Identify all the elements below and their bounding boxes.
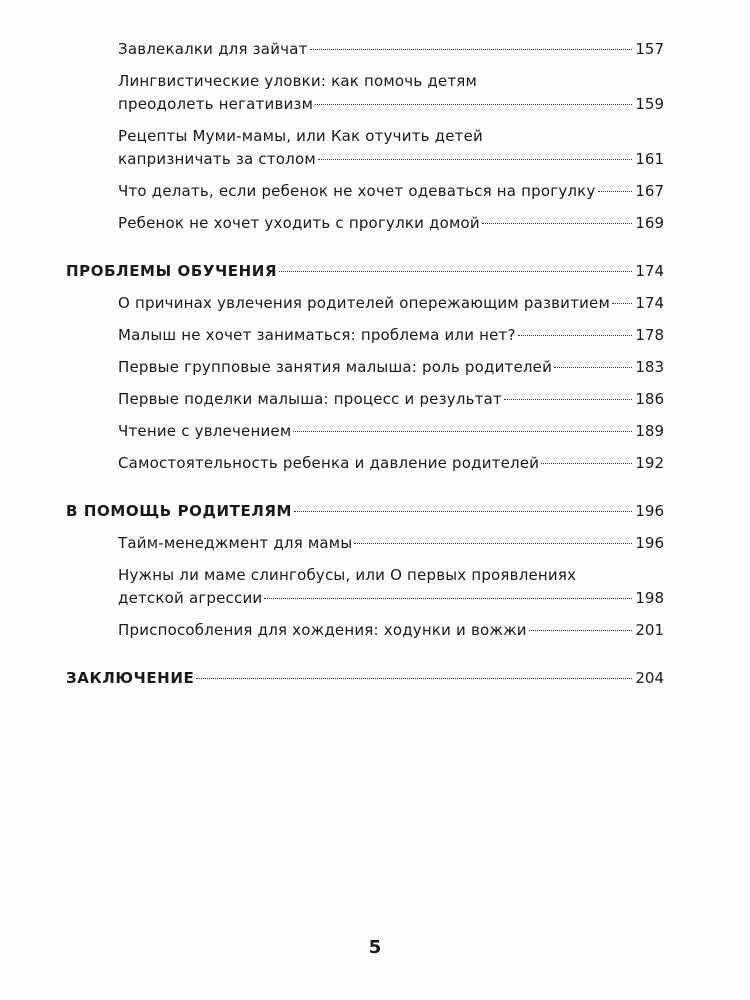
dot-leader bbox=[264, 598, 632, 599]
toc-entry-page: 198 bbox=[635, 589, 664, 607]
toc-entry-title-line-2: детской агрессии bbox=[118, 589, 263, 607]
toc-entry-title-line-2: преодолеть негативизм bbox=[118, 95, 314, 113]
dot-leader bbox=[196, 678, 632, 679]
section-page: 204 bbox=[635, 669, 664, 687]
section-page: 196 bbox=[635, 502, 664, 520]
toc-entry bbox=[118, 388, 664, 411]
toc-entry bbox=[118, 38, 664, 61]
toc-entry-title: Первые групповые занятия малыша: роль родителей bbox=[118, 358, 553, 376]
toc-entry-title: Малыш не хочет заниматься: проблема или нет? bbox=[118, 326, 516, 344]
dot-leader bbox=[541, 463, 632, 464]
table-of-contents bbox=[66, 38, 664, 690]
toc-entry bbox=[118, 532, 664, 555]
toc-section-heading bbox=[66, 500, 664, 523]
toc-entry bbox=[118, 452, 664, 475]
section-title: ЗАКЛЮЧЕНИЕ bbox=[66, 669, 195, 687]
toc-entry-title: Тайм-менеджмент для мамы bbox=[118, 534, 353, 552]
toc-entry bbox=[118, 125, 664, 171]
toc-section-heading bbox=[66, 260, 664, 283]
toc-entry-page: 157 bbox=[635, 40, 664, 58]
toc-entry-title-line-1: Рецепты Муми-мамы, или Как отучить детей bbox=[118, 127, 483, 145]
toc-entry-page: 167 bbox=[635, 182, 664, 200]
toc-entry-page: 189 bbox=[635, 422, 664, 440]
dot-leader bbox=[612, 303, 632, 304]
toc-entry-page: 196 bbox=[635, 534, 664, 552]
toc-entry-title: Самостоятельность ребенка и давление родителей bbox=[118, 454, 540, 472]
toc-entry-page: 159 bbox=[635, 95, 664, 113]
toc-entry-title: Чтение с увлечением bbox=[118, 422, 292, 440]
dot-leader bbox=[554, 367, 632, 368]
section-title: ПРОБЛЕМЫ ОБУЧЕНИЯ bbox=[66, 262, 278, 280]
toc-section-heading bbox=[66, 667, 664, 690]
toc-entry-page: 178 bbox=[635, 326, 664, 344]
toc-entry-page: 186 bbox=[635, 390, 664, 408]
toc-entry bbox=[118, 212, 664, 235]
toc-entry-title-line-2: капризничать за столом bbox=[118, 150, 316, 168]
toc-entry-title: О причинах увлечения родителей опережающим развитием bbox=[118, 294, 610, 312]
dot-leader bbox=[294, 511, 632, 512]
section-title: В ПОМОЩЬ РОДИТЕЛЯМ bbox=[66, 502, 293, 520]
dot-leader bbox=[293, 431, 632, 432]
toc-entry-page: 169 bbox=[635, 214, 664, 232]
dot-leader bbox=[279, 271, 632, 272]
dot-leader bbox=[518, 335, 633, 336]
toc-entry-title: Ребенок не хочет уходить с прогулки домой bbox=[118, 214, 480, 232]
toc-entry bbox=[118, 70, 664, 116]
toc-entry bbox=[118, 564, 664, 610]
toc-entry-title-line-1: Лингвистические уловки: как помочь детям bbox=[118, 72, 477, 90]
dot-leader bbox=[310, 49, 633, 50]
toc-entry bbox=[118, 420, 664, 443]
toc-entry bbox=[118, 292, 664, 315]
toc-entry-page: 201 bbox=[635, 621, 664, 639]
toc-entry-title: Что делать, если ребенок не хочет одеваться на прогулку bbox=[118, 182, 596, 200]
toc-entry-title: Приспособления для хождения: ходунки и вожжи bbox=[118, 621, 527, 639]
dot-leader bbox=[315, 104, 632, 105]
toc-entry-page: 174 bbox=[635, 294, 664, 312]
page-number: 5 bbox=[368, 937, 382, 958]
dot-leader bbox=[598, 191, 633, 192]
toc-entry-page: 161 bbox=[635, 150, 664, 168]
dot-leader bbox=[354, 543, 632, 544]
toc-entry bbox=[118, 619, 664, 642]
toc-entry bbox=[118, 356, 664, 379]
toc-entry bbox=[118, 180, 664, 203]
dot-leader bbox=[529, 630, 633, 631]
toc-entry-page: 192 bbox=[635, 454, 664, 472]
section-page: 174 bbox=[635, 262, 664, 280]
dot-leader bbox=[482, 223, 633, 224]
toc-entry-title: Завлекалки для зайчат bbox=[118, 40, 308, 58]
dot-leader bbox=[504, 399, 632, 400]
toc-entry-title-line-1: Нужны ли маме слингобусы, или О первых проявлениях bbox=[118, 566, 577, 584]
toc-entry-title: Первые поделки малыша: процесс и результат bbox=[118, 390, 502, 408]
toc-entry-page: 183 bbox=[635, 358, 664, 376]
dot-leader bbox=[318, 159, 633, 160]
toc-entry bbox=[118, 324, 664, 347]
